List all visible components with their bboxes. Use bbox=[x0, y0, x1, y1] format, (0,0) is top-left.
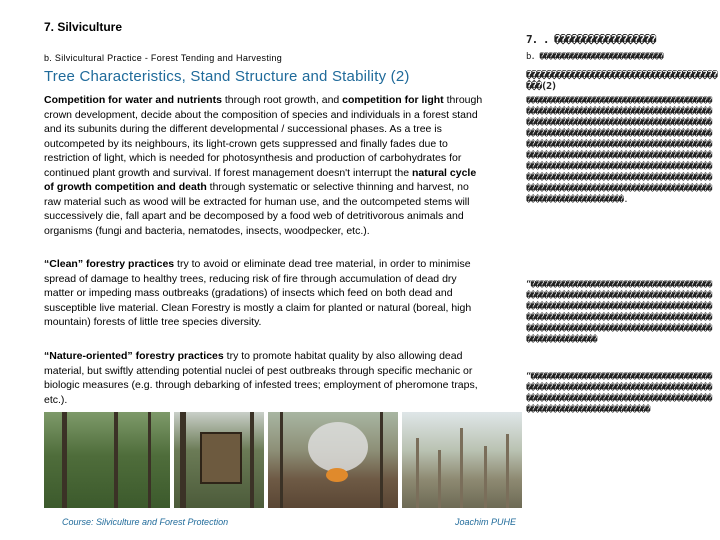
slide-title: Tree Characteristics, Stand Structure and Stability (2) bbox=[44, 68, 410, 85]
garbled-paragraph-2: “��������������������������������������������������������������������������������������������������������������������������������������������������������������������������������������������������������������������������������� bbox=[526, 280, 712, 345]
section-subtitle: b. Silvicultural Practice - Forest Tending and Harvesting bbox=[44, 53, 283, 63]
text-run: through root growth, and bbox=[221, 94, 343, 106]
bold-term: “Nature-oriented” forestry practices bbox=[44, 350, 224, 362]
footer-course: Course: Silviculture and Forest Protection bbox=[62, 517, 229, 527]
bold-term: competition for light bbox=[342, 94, 444, 106]
paragraph-nature-oriented bbox=[44, 349, 484, 407]
paragraph-competition bbox=[44, 93, 484, 238]
bold-term: Competition for water and nutrients bbox=[44, 94, 222, 106]
bold-term: natural cycle of growth competition and death bbox=[44, 166, 477, 193]
footer-author: Joachim PUHE bbox=[455, 517, 517, 527]
chapter-heading: 7. Silviculture bbox=[44, 20, 123, 34]
text-run: try to promote habitat quality by also allowing dead material, but swiftly attending potential nuclei of pest outbreaks through specific mechanic or biologic measures (e.g. through debarking of infested trees; employment of pheromone traps, etc.). bbox=[44, 350, 478, 406]
photo-strip bbox=[44, 412, 522, 508]
garbled-paragraph-3: “��������������������������������������������������������������������������������������������������������������������������������������������������������� bbox=[526, 372, 712, 415]
text-run: through systematic or selective thinning and harvest, no raw material such as wood will be extracted for human use, and the outcompeted stems will successively die, fall apart and be decomposed by a food web of detritivorous animals and organisms (fungi and bacteria, nematodes, insects, woodpecker, etc.). bbox=[44, 181, 470, 237]
text-run: try to avoid or eliminate dead tree material, in order to minimise spread of damage to healthy trees, reducing risk of fire through accumulation of dead dry matter or impeding mass outbreaks (gradations) of insects which feed on both dead and susceptible live material. Clean Forestry is mostly a claim for planted or natural (boreal, high mountain) forests of little tree species diversity. bbox=[44, 258, 472, 328]
slash-burning-photo bbox=[268, 412, 398, 508]
garbled-title: �����������������������������������������(2) bbox=[526, 70, 717, 92]
text-run: through crown development, decide about the composition of species and individuals in a forest stand and its subunits during the different developmental / successional phases. As a tree is outcompeted by its neighbours, its light-crown gets suppressed and finally fades due to restriction of light, which is needed for photosynthesis and production of carbohydrates for continued plant growth and survival. If forest management doesn't interrupt the bbox=[44, 94, 483, 179]
paragraph-clean-forestry bbox=[44, 257, 484, 330]
forest-sign-photo bbox=[174, 412, 264, 508]
garbled-paragraph-1: ����������������������������������������������������������������������������������������������������������������������������������������������������������������������������������������������������������������������������������������������������������������������������������������������������������������������������������������������������������������������������������������������������������������. bbox=[526, 96, 712, 205]
bold-term: “Clean” forestry practices bbox=[44, 258, 175, 270]
dead-stand-photo bbox=[402, 412, 522, 508]
forest-deadwood-photo bbox=[44, 412, 170, 508]
garbled-chapter: 7. . ������������������ bbox=[526, 34, 656, 46]
garbled-section: b. ���������������������������� bbox=[526, 52, 663, 62]
